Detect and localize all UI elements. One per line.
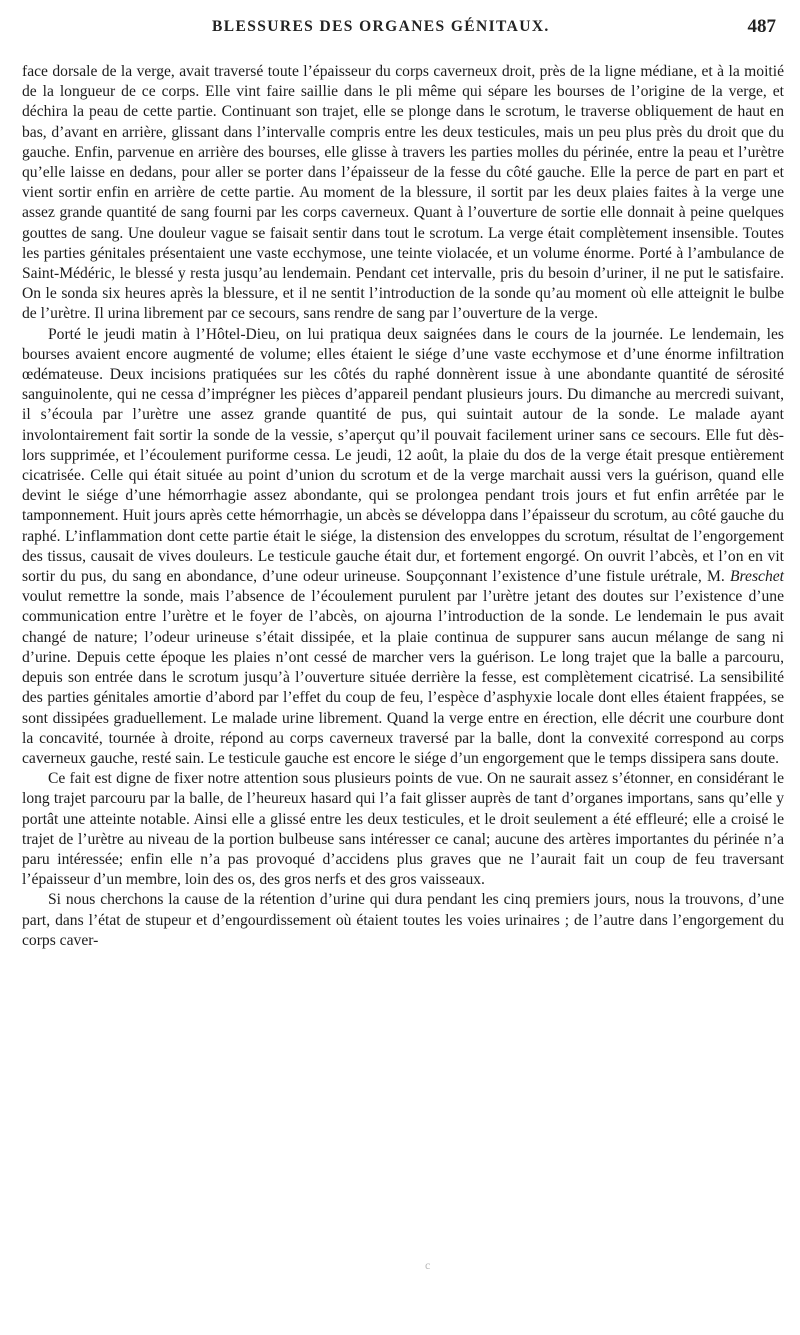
paragraph-2-part-1: Porté le jeudi matin à l’Hôtel-Dieu, on lui pratiqua deux saignées dans le cours de la journée. Le lendemain, les bourses avaient encore augmenté de volume; elles étaient le siége d’une vaste ecchymose et d’une énorme infiltration œdémateuse. Deux incisions pratiquées sur les côtés du raphé donnèrent issue à une abondante quantité de sérosité sanguinolente, qui ne cessa d’imprégner les pièces d’appareil pendant plusieurs jours. Du dimanche au mercredi suivant, il s’écoula par l’urètre une assez grande quantité de pus, qui suintait autour de la sonde. Le malade ayant involontairement fait sortir la sonde de la vessie, s’aperçut qu’il pouvait facilement uriner sans ce secours. Elle fut dès-lors supprimée, et l’écoulement puriforme cessa. Le jeudi, 12 août, la plaie du dos de la verge était presque entièrement cicatrisée. Celle qui était située au point d’union du scrotum et de la verge marchait aussi vers la guérison, quand elle devint le siége d’une hémorrhagie assez abondante, qui se prolongea pendant trois jours et fut enfin arrêtée par le tamponnement. Huit jours après cette hémorrhagie, un abcès se développa dans l’épaisseur du scrotum, au côté gauche du raphé. L’inflammation dont cette partie était le siége, la distension des enveloppes du scrotum, résultat de l’engorgement des tissus, causait de vives douleurs. Le testicule gauche était dur, et fortement engorgé. On ouvrit l’abcès, et l’on en vit sortir du pus, du sang en abondance, d’une odeur urineuse. Soupçonnant l’existence d’une fistule urétrale, M. bbox=[22, 325, 784, 586]
stray-mark: c bbox=[425, 1258, 431, 1272]
paragraph-2 bbox=[22, 325, 784, 769]
paragraph-1: face dorsale de la verge, avait traversé toute l’épaisseur du corps caverneux droit, près de la ligne médiane, et à la moitié de la longueur de ce corps. Elle vint faire saillie dans le pli même qui sépare les bourses de l’origine de la verge, et déchira la peau de cette partie. Continuant son trajet, elle se plonge dans le scrotum, le traverse obliquement de haut en bas, d’avant en arrière, glissant dans l’intervalle compris entre les deux testicules, mais un peu plus près du droit que du gauche. Enfin, parvenue en arrière des bourses, elle glisse à travers les parties molles du périnée, entre la peau et l’urètre qu’elle laisse en dedans, pour aller se porter dans l’épaisseur de la fesse du côté gauche. Elle la perce de part en part et vient sortir enfin en arrière de cette partie. Au moment de la blessure, il sortit par les deux plaies faites à la verge une assez grande quantité de sang fourni par les corps caverneux. Quant à l’ouverture de sortie elle donnait à peine quelques gouttes de sang. Une douleur vague se faisait sentir dans tout le scrotum. La verge était complètement insensible. Toutes les parties génitales présentaient une vaste ecchymose, une teinte violacée, et un volume énorme. Porté à l’ambulance de Saint-Médéric, le blessé y resta jusqu’au lendemain. Pendant cet intervalle, pris du besoin d’uriner, il ne put le satisfaire. On le sonda six heures après la blessure, et il ne sentit l’introduction de la sonde qu’au moment où elle atteignit le bulbe de l’urètre. Il urina librement par ce secours, sans rendre de sang par l’ouverture de la verge. bbox=[22, 63, 784, 323]
page-number: 487 bbox=[747, 16, 776, 37]
running-header bbox=[22, 18, 784, 42]
body-text bbox=[22, 62, 784, 951]
running-title: BLESSURES DES ORGANES GÉNITAUX. bbox=[212, 18, 550, 35]
paragraph-4: Si nous cherchons la cause de la rétention d’urine qui dura pendant les cinq premiers jours, nous la trouvons, d’une part, dans l’état de stupeur et d’engourdissement où étaient toutes les voies urinaires ; de l’autre dans l’engorgement du corps caver- bbox=[22, 891, 784, 949]
document-page bbox=[22, 16, 785, 1322]
paragraph-3: Ce fait est digne de fixer notre attention sous plusieurs points de vue. On ne saurait assez s’étonner, en considérant le long trajet parcouru par la balle, de l’heureux hasard qui l’a fait glisser auprès de tant d’organes importans, sans qu’elle y portât une atteinte notable. Ainsi elle a glissé entre les deux testicules, et le droit seulement a été effleuré; elle a croisé le trajet de l’urètre au niveau de la portion bulbeuse sans intéresser ce canal; aucune des artères importantes du périnée n’a paru intéressée; enfin elle n’a pas provoqué d’accidens plus graves que ne l’aurait fait un coup de feu traversant l’épaisseur d’un membre, loin des os, des gros nerfs et des gros vaisseaux. bbox=[22, 770, 784, 889]
paragraph-2-part-2: voulut remettre la sonde, mais l’absence de l’écoulement purulent par l’urètre jetant des doutes sur l’existence d’une communication entre l’urètre et le foyer de l’abcès, on ajourna l’introduction de la sonde. Le lendemain le pus avait changé de nature; l’odeur urineuse s’était dissipée, et la plaie continua de suppurer sans aucun mélange de sang ni d’urine. Depuis cette époque les plaies n’ont cessé de marcher vers la guérison. Le long trajet que la balle a parcouru, depuis son entrée dans le scrotum jusqu’à l’ouverture située derrière la fesse, est complètement cicatrisé. La sensibilité des parties génitales amortie d’abord par l’effet du coup de feu, l’espèce d’asphyxie locale dont elles étaient frappées, se sont dissipées graduellement. Le malade urine librement. Quand la verge entre en érection, elle décrit une courbure dont la concavité, tournée à droite, répond au corps caverneux traversé par la balle, dont la convexité correspond au corps caverneux gauche, resté sain. Le testicule gauche est encore le siége d’un engorgement que le temps dissipera sans doute. bbox=[22, 588, 784, 767]
person-name-breschet: Breschet bbox=[730, 568, 785, 586]
